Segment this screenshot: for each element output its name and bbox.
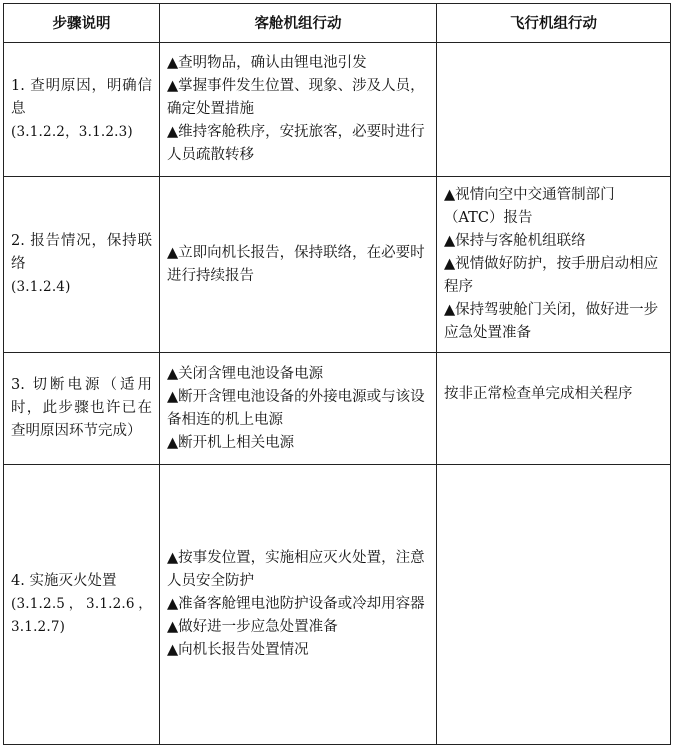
table-row <box>4 353 671 465</box>
step-cell <box>4 43 160 177</box>
step-reference: (3.1.2.4) <box>11 279 71 295</box>
cabin-actions-cell <box>160 465 437 745</box>
flight-actions-cell <box>437 465 671 745</box>
cabin-action: ▲准备客舱锂电池防护设备或冷却用容器 <box>167 596 425 612</box>
flight-action: ▲视情做好防护，按手册启动相应程序 <box>444 256 659 295</box>
flight-action: ▲视情向空中交通管制部门（ATC）报告 <box>444 187 615 226</box>
cabin-action: ▲维持客舱秩序，安抚旅客，必要时进行人员疏散转移 <box>167 124 425 163</box>
flight-action: 按非正常检查单完成相关程序 <box>444 386 633 402</box>
cabin-actions-cell <box>160 177 437 353</box>
cabin-action: ▲断开机上相关电源 <box>167 434 295 451</box>
procedure-table <box>3 3 671 745</box>
cabin-actions-cell <box>160 353 437 465</box>
cabin-actions-cell <box>160 43 437 177</box>
cabin-action: ▲向机长报告处置情况 <box>167 642 309 658</box>
cabin-action: ▲查明物品，确认由锂电池引发 <box>167 55 367 71</box>
step-cell <box>4 177 160 353</box>
header-step: 步骤说明 <box>4 4 160 43</box>
table-row <box>4 177 671 353</box>
step-cell <box>4 353 160 465</box>
flight-action: ▲保持与客舱机组联络 <box>444 233 586 249</box>
cabin-action: ▲掌握事件发生位置、现象、涉及人员，确定处置措施 <box>167 78 425 117</box>
step-title: 3. 切断电源（适用时，此步骤也许已在查明原因环节完成） <box>11 377 152 439</box>
flight-actions-cell <box>437 353 671 465</box>
cabin-action: ▲立即向机长报告，保持联络，在必要时进行持续报告 <box>167 244 425 284</box>
step-cell <box>4 465 160 745</box>
flight-action: ▲保持驾驶舱门关闭，做好进一步应急处置准备 <box>444 302 659 341</box>
header-cabin-crew: 客舱机组行动 <box>160 4 437 43</box>
cabin-action: ▲做好进一步应急处置准备 <box>167 619 338 635</box>
cabin-action: ▲关闭含锂电池设备电源 <box>167 365 324 382</box>
flight-actions-cell <box>437 177 671 353</box>
header-flight-crew: 飞行机组行动 <box>437 4 671 43</box>
step-title: 2. 报告情况，保持联络 <box>11 233 152 272</box>
step-reference: (3.1.2.5，3.1.2.6，3.1.2.7) <box>11 596 152 635</box>
step-reference: (3.1.2.2，3.1.2.3) <box>11 124 133 140</box>
table-row <box>4 43 671 177</box>
flight-actions-cell <box>437 43 671 177</box>
header-row <box>4 4 671 43</box>
table-row <box>4 465 671 745</box>
cabin-action: ▲按事发位置，实施相应灭火处置，注意人员安全防护 <box>167 550 425 589</box>
step-title: 4. 实施灭火处置 <box>11 573 117 589</box>
step-title: 1. 查明原因，明确信息 <box>11 78 152 117</box>
cabin-action: ▲断开含锂电池设备的外接电源或与该设备相连的机上电源 <box>167 388 425 428</box>
